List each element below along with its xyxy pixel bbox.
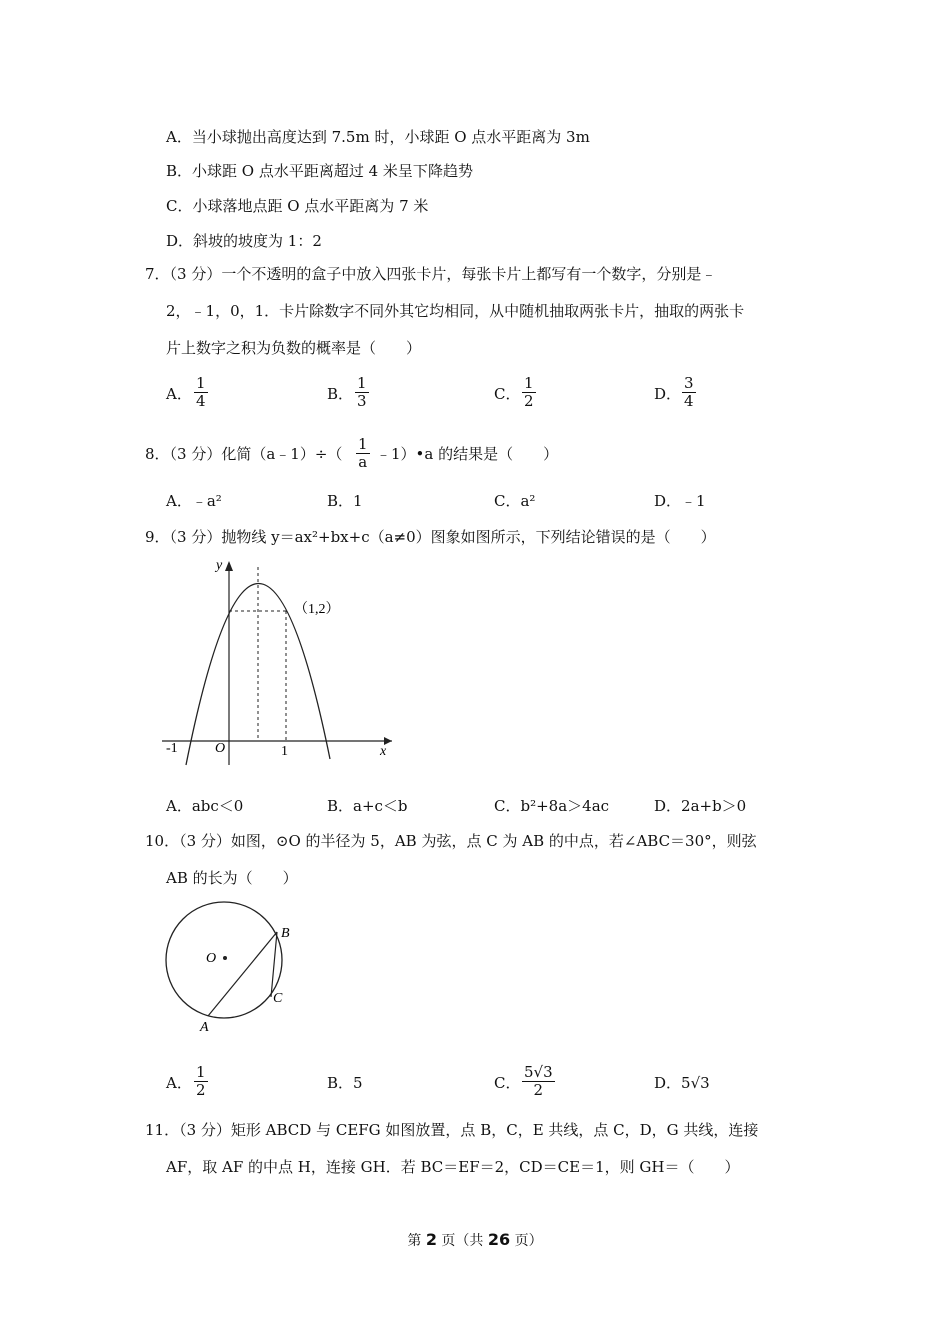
q10-option-b: B．5: [327, 1074, 363, 1092]
q7-option-d-num: 3: [684, 374, 694, 392]
q7-option-b-label: B．: [327, 385, 354, 403]
q8-fraction: [356, 436, 370, 471]
q10-option-a-fraction: [194, 1064, 208, 1099]
footer-post: 页）: [510, 1233, 543, 1249]
q9-option-b: B．a+c＜b: [327, 797, 408, 815]
footer-mid: 页（共: [436, 1233, 488, 1249]
q9-one-label: 1: [281, 744, 288, 759]
q10-stem-line2: AB 的长为（ ）: [166, 869, 298, 887]
q10-chord-ab: [208, 932, 277, 1016]
q10-option-a-label: A．: [166, 1074, 192, 1092]
q9-stem: 9．（3 分）抛物线 y＝ax²+bx+c（a≠0）图象如图所示，下列结论错误的是（ ）: [145, 528, 716, 546]
q9-point-label: （1,2）: [294, 602, 340, 617]
footer-page-number: 2: [425, 1230, 437, 1249]
q10-circle-figure: [160, 900, 310, 1035]
q7-stem-line2: 2，﹣1，0，1．卡片除数字不同外其它均相同，从中随机抽取两张卡片，抽取的两张卡: [166, 302, 745, 320]
q7-option-b-den: 3: [357, 392, 367, 410]
q10-label-c: C: [273, 991, 283, 1006]
q7-option-c-fraction: [522, 375, 536, 410]
q7-option-b-num: 1: [357, 374, 367, 392]
q10-stem-line1: 10．（3 分）如图，⊙O 的半径为 5，AB 为弦，点 C 为 AB 的中点，若∠ABC＝30°，则弦: [145, 832, 757, 850]
q9-parabola-figure: [160, 555, 400, 770]
q7-option-d-fraction: [682, 375, 696, 410]
q10-option-a-num: 1: [196, 1063, 206, 1081]
q7-option-d-label: D．: [654, 385, 682, 403]
q8-option-c: C．a²: [494, 492, 536, 510]
q9-option-d: D．2a+b＞0: [654, 797, 747, 815]
q10-option-c-label: C．: [494, 1074, 521, 1092]
q11-stem-line1: 11．（3 分）矩形 ABCD 与 CEFG 如图放置，点 B，C，E 共线，点 C，D，G 共线，连接: [145, 1121, 759, 1139]
q10-option-c-den: 2: [533, 1081, 544, 1099]
q7-option-a-den: 4: [196, 392, 206, 410]
q8-option-d: D．﹣1: [654, 492, 706, 510]
q7-option-a-num: 1: [196, 374, 206, 392]
q10-option-c-num: 5√3: [524, 1063, 553, 1081]
q6-option-c: C．小球落地点距 O 点水平距离为 7 米: [166, 197, 429, 215]
q10-segment-bc: [271, 932, 277, 997]
q10-center-dot: [223, 956, 227, 960]
q10-label-b: B: [281, 926, 290, 941]
q10-option-a-den: 2: [196, 1081, 206, 1099]
q8-fraction-num: 1: [358, 435, 368, 453]
q10-option-d: D．5√3: [654, 1074, 710, 1092]
q7-option-a-fraction: [194, 375, 208, 410]
q8-option-b: B．1: [327, 492, 363, 510]
q6-option-a: A．当小球抛出高度达到 7.5m 时，小球距 O 点水平距离为 3m: [166, 128, 590, 146]
q7-stem-line3: 片上数字之积为负数的概率是（ ）: [166, 339, 422, 357]
q7-option-b-fraction: [355, 375, 369, 410]
q8-fraction-den: a: [358, 453, 368, 471]
q9-y-axis-arrow: [225, 561, 233, 571]
q9-origin-label: O: [215, 741, 226, 756]
q6-option-d: D．斜坡的坡度为 1：2: [166, 232, 322, 250]
q9-option-a: A．abc＜0: [166, 797, 244, 815]
q8-option-a: A．﹣a²: [166, 492, 222, 510]
q7-option-c-den: 2: [524, 392, 534, 410]
q7-option-c-label: C．: [494, 385, 521, 403]
q6-option-b: B．小球距 O 点水平距离超过 4 米呈下降趋势: [166, 162, 473, 180]
q7-option-d-den: 4: [684, 392, 694, 410]
footer-total-pages: 26: [487, 1230, 511, 1249]
page-footer: [0, 1230, 950, 1250]
q9-neg1-label: -1: [166, 741, 178, 756]
q10-label-a: A: [200, 1020, 209, 1035]
q7-option-a-label: A．: [166, 385, 192, 403]
q10-label-o: O: [206, 951, 217, 966]
q10-circle: [166, 902, 282, 1018]
q9-y-label: y: [216, 558, 223, 573]
q11-stem-line2: AF，取 AF 的中点 H，连接 GH．若 BC＝EF＝2，CD＝CE＝1，则 GH＝（ ）: [166, 1158, 740, 1176]
q9-x-label: x: [380, 744, 387, 759]
q8-stem-prefix: 8．（3 分）化简（a﹣1）÷（: [145, 445, 343, 463]
q9-option-c: C．b²+8a＞4ac: [494, 797, 610, 815]
q10-option-c-fraction: [522, 1064, 555, 1099]
q8-stem-suffix: ﹣1）•a 的结果是（ ）: [376, 445, 559, 463]
q7-option-c-num: 1: [524, 374, 534, 392]
q7-stem-line1: 7．（3 分）一个不透明的盒子中放入四张卡片，每张卡片上都写有一个数字，分别是﹣: [145, 265, 717, 283]
footer-pre: 第: [407, 1233, 426, 1249]
